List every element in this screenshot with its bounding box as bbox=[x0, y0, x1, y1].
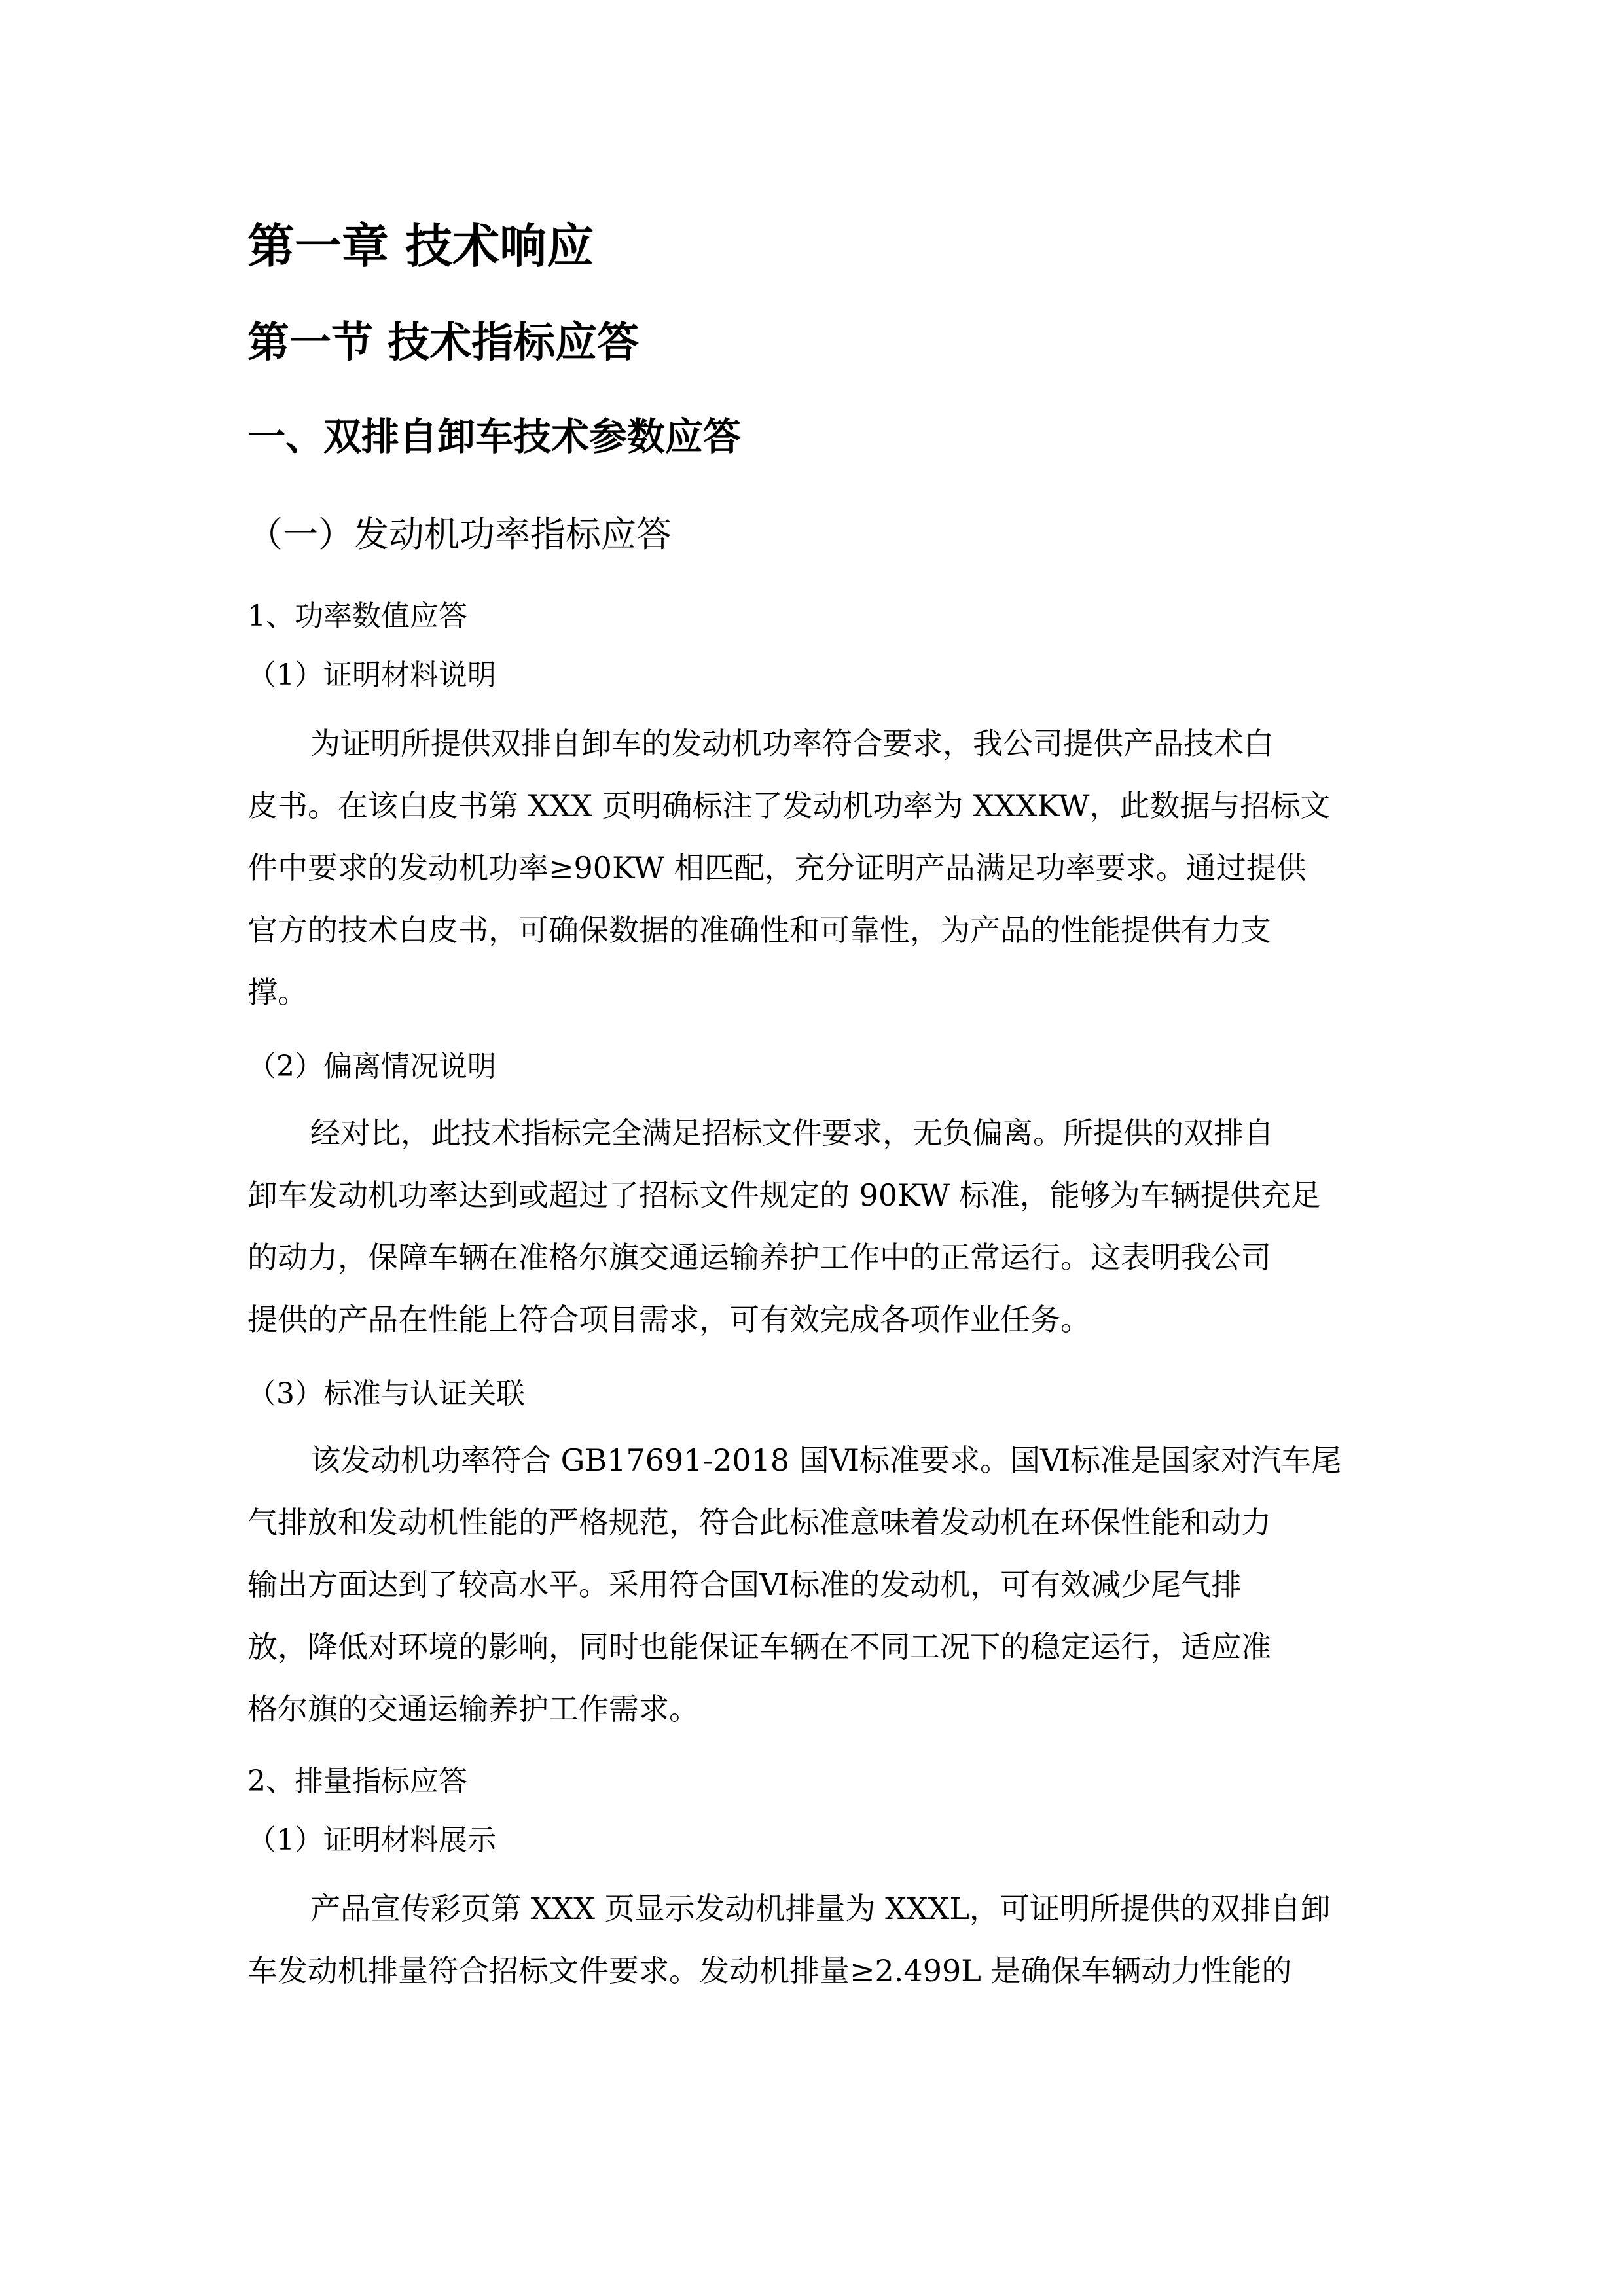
item-2-sub-1-title: （1）证明材料展示 bbox=[247, 1823, 496, 1857]
item-1-sub-2-title: （2）偏离情况说明 bbox=[247, 1050, 496, 1083]
paragraph-line: 车发动机排量符合招标文件要求。发动机排量≥2.499L 是确保车辆动力性能的 bbox=[247, 1953, 1292, 1988]
paragraph-line: 放，降低对环境的影响，同时也能保证车辆在不同工况下的稳定运行，适应准 bbox=[247, 1629, 1271, 1664]
chapter-title: 第一章 技术响应 bbox=[247, 219, 594, 274]
item-1-sub-1-title: （1）证明材料说明 bbox=[247, 658, 496, 692]
paragraph-line: 卸车发动机功率达到或超过了招标文件规定的 90KW 标准，能够为车辆提供充足 bbox=[247, 1177, 1321, 1213]
paragraph-line: 输出方面达到了较高水平。采用符合国Ⅵ标准的发动机，可有效减少尾气排 bbox=[247, 1567, 1242, 1602]
section-title: 第一节 技术指标应答 bbox=[247, 319, 640, 367]
paragraph-line: 为证明所提供双排自卸车的发动机功率符合要求，我公司提供产品技术白 bbox=[310, 726, 1274, 761]
item-2-title: 2、排量指标应答 bbox=[247, 1765, 467, 1798]
item-1-sub-3-title: （3）标准与认证关联 bbox=[247, 1377, 525, 1410]
paragraph-line: 该发动机功率符合 GB17691-2018 国Ⅵ标准要求。国Ⅵ标准是国家对汽车尾 bbox=[310, 1443, 1342, 1478]
paragraph-line: 皮书。在该白皮书第 XXX 页明确标注了发动机功率为 XXXKW，此数据与招标文 bbox=[247, 788, 1331, 823]
part-title: 一、双排自卸车技术参数应答 bbox=[247, 414, 742, 459]
paragraph-line: 经对比，此技术指标完全满足招标文件要求，无负偏离。所提供的双排自 bbox=[310, 1115, 1274, 1151]
paragraph-line: 产品宣传彩页第 XXX 页显示发动机排量为 XXXL，可证明所提供的双排自卸 bbox=[310, 1891, 1331, 1926]
paragraph-line: 撑。 bbox=[247, 975, 308, 1010]
paragraph-line: 气排放和发动机性能的严格规范，符合此标准意味着发动机在环保性能和动力 bbox=[247, 1505, 1271, 1540]
paragraph-line: 提供的产品在性能上符合项目需求，可有效完成各项作业任务。 bbox=[247, 1302, 1091, 1337]
paragraph-line: 格尔旗的交通运输养护工作需求。 bbox=[247, 1691, 699, 1727]
paragraph-line: 的动力，保障车辆在准格尔旗交通运输养护工作中的正常运行。这表明我公司 bbox=[247, 1240, 1271, 1275]
item-1-title: 1、功率数值应答 bbox=[247, 600, 467, 633]
subsection-title: （一）发动机功率指标应答 bbox=[247, 514, 672, 555]
paragraph-line: 件中要求的发动机功率≥90KW 相匹配，充分证明产品满足功率要求。通过提供 bbox=[247, 850, 1307, 886]
paragraph-line: 官方的技术白皮书，可确保数据的准确性和可靠性，为产品的性能提供有力支 bbox=[247, 912, 1271, 948]
